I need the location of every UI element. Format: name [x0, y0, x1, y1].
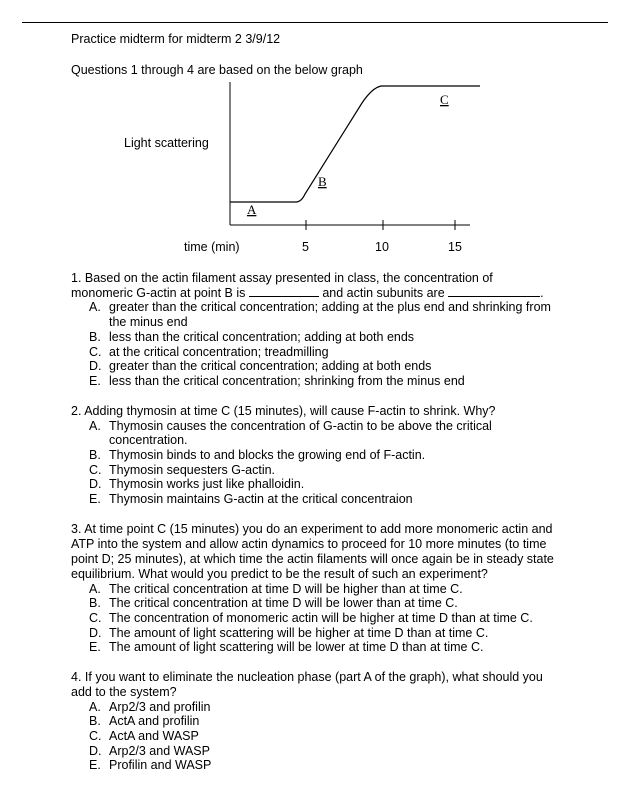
question-2-option-c: [89, 463, 275, 478]
question-2-option-a-cont: concentration.: [109, 433, 188, 447]
option-letter: C.: [89, 345, 102, 359]
question-4-option-e: [89, 758, 211, 773]
option-letter: E.: [89, 640, 101, 654]
option-letter: E.: [89, 374, 101, 388]
option-text: The critical concentration at time D will be higher than at time C.: [109, 582, 463, 596]
question-4-stem-line-2: add to the system?: [71, 685, 177, 699]
option-text: Profilin and WASP: [109, 758, 212, 772]
question-3-option-e: [89, 640, 483, 655]
question-1-option-a: [89, 300, 551, 315]
question-3-option-a: [89, 582, 463, 597]
point-a-label: A: [247, 202, 257, 217]
point-c-label: C: [440, 92, 449, 107]
option-text: greater than the critical concentration; adding at the plus end and shrinking from: [109, 300, 551, 314]
question-2-option-a: [89, 419, 492, 434]
option-text: Thymosin causes the concentration of G-actin to be above the critical: [109, 419, 492, 433]
question-4-option-b: [89, 714, 199, 729]
question-3-option-b: [89, 596, 458, 611]
y-axis-label: Light scattering: [124, 136, 209, 150]
question-1-option-e: [89, 374, 465, 389]
option-letter: E.: [89, 758, 101, 772]
option-letter: B.: [89, 330, 101, 344]
question-3-stem-line-4: equilibrium. What would you predict to be the result of such an experiment?: [71, 567, 488, 581]
option-text: Thymosin maintains G-actin at the critical concentraion: [109, 492, 413, 506]
question-1-stem-line-1: 1. Based on the actin filament assay presented in class, the concentration of: [71, 271, 493, 285]
question-4-option-c: [89, 729, 199, 744]
option-letter: A.: [89, 419, 101, 433]
question-2-stem: 2. Adding thymosin at time C (15 minutes), will cause F-actin to shrink. Why?: [71, 404, 496, 418]
option-letter: B.: [89, 714, 101, 728]
question-3-stem-line-2: ATP into the system and allow actin dynamics to proceed for 10 more minutes (to time: [71, 537, 547, 551]
option-letter: D.: [89, 744, 102, 758]
option-letter: E.: [89, 492, 101, 506]
option-text: Arp2/3 and profilin: [109, 700, 211, 714]
question-3-option-c: [89, 611, 533, 626]
question-4-stem-line-1: 4. If you want to eliminate the nucleation phase (part A of the graph), what should you: [71, 670, 543, 684]
question-2-option-b: [89, 448, 425, 463]
question-1-stem-line-2: [71, 285, 544, 301]
option-letter: D.: [89, 359, 102, 373]
point-b-label: B: [318, 174, 327, 189]
option-text: greater than the critical concentration; adding at both ends: [109, 359, 432, 373]
tick-label-5: 5: [302, 240, 309, 254]
answer-blank-1: [249, 285, 319, 297]
option-text: Thymosin sequesters G-actin.: [109, 463, 276, 477]
option-text: Thymosin works just like phalloidin.: [109, 477, 305, 491]
question-3-stem-line-3: point D; 25 minutes), at which time the actin filaments will once again be in steady state: [71, 552, 554, 566]
option-text: at the critical concentration; treadmilling: [109, 345, 329, 359]
option-text: Arp2/3 and WASP: [109, 744, 210, 758]
option-text: ActA and profilin: [109, 714, 200, 728]
question-1-stem-part-2: and actin subunits are: [322, 286, 445, 300]
question-2-option-e: [89, 492, 413, 507]
page-title: Practice midterm for midterm 2 3/9/12: [71, 32, 281, 46]
option-letter: D.: [89, 626, 102, 640]
question-1-option-b: [89, 330, 414, 345]
question-1-option-d: [89, 359, 431, 374]
question-1-stem-part-1: monomeric G-actin at point B is: [71, 286, 246, 300]
graph-intro: Questions 1 through 4 are based on the below graph: [71, 63, 363, 77]
option-letter: C.: [89, 463, 102, 477]
option-letter: C.: [89, 729, 102, 743]
option-text: Thymosin binds to and blocks the growing end of F-actin.: [109, 448, 426, 462]
option-text: The concentration of monomeric actin will be higher at time D than at time C.: [109, 611, 533, 625]
answer-blank-2: [448, 285, 540, 297]
option-letter: B.: [89, 448, 101, 462]
question-2-option-d: [89, 477, 304, 492]
question-3-stem-line-1: 3. At time point C (15 minutes) you do an experiment to add more monomeric actin and: [71, 522, 553, 536]
option-letter: C.: [89, 611, 102, 625]
option-text: less than the critical concentration; adding at both ends: [109, 330, 415, 344]
question-1-option-c: [89, 345, 329, 360]
option-text: The critical concentration at time D will be lower than at time C.: [109, 596, 458, 610]
x-axis-label: time (min): [184, 240, 240, 254]
question-1-option-a-cont: the minus end: [109, 315, 188, 329]
option-text: The amount of light scattering will be lower at time D than at time C.: [109, 640, 484, 654]
tick-label-10: 10: [375, 240, 389, 254]
option-letter: A.: [89, 582, 101, 596]
question-4-option-d: [89, 744, 210, 759]
option-text: less than the critical concentration; shrinking from the minus end: [109, 374, 465, 388]
option-letter: A.: [89, 300, 101, 314]
option-letter: D.: [89, 477, 102, 491]
tick-label-15: 15: [448, 240, 462, 254]
option-letter: B.: [89, 596, 101, 610]
option-text: ActA and WASP: [109, 729, 199, 743]
question-1-stem-period: .: [540, 286, 544, 300]
option-text: The amount of light scattering will be higher at time D than at time C.: [109, 626, 489, 640]
option-letter: A.: [89, 700, 101, 714]
question-3-option-d: [89, 626, 488, 641]
question-4-option-a: [89, 700, 210, 715]
